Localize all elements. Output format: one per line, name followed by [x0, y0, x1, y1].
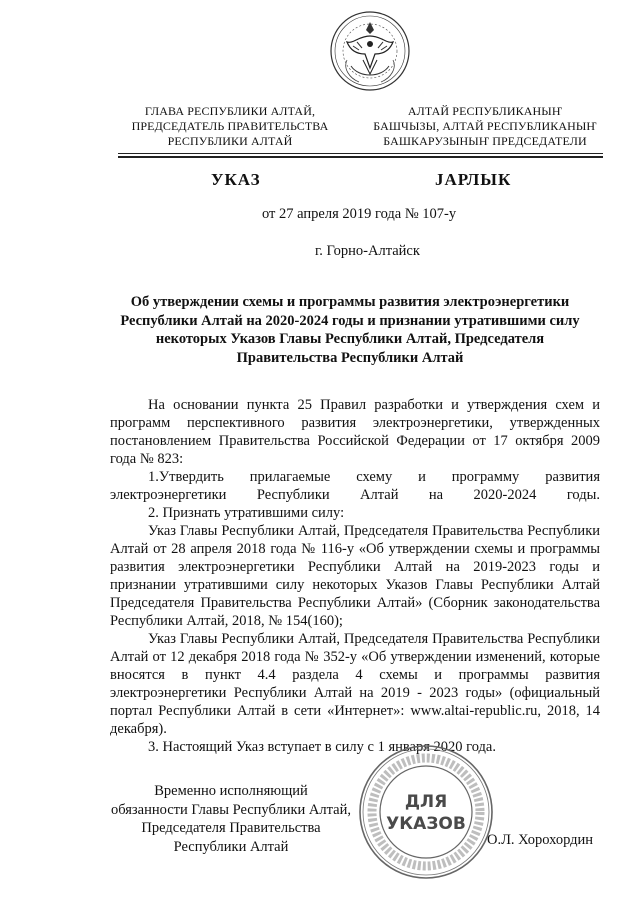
body-paragraph: 2. Признать утратившими силу:	[148, 505, 345, 521]
subject-line: Республики Алтай на 2020-2024 годы и признании утратившими силу	[120, 312, 580, 329]
header-right-line: АЛТАЙ РЕСПУБЛИКАНЫҤ	[407, 104, 563, 118]
body-paragraph: 3. Настоящий Указ вступает в силу с 1 января 2020 года.	[148, 739, 496, 755]
signatory-position-line: Председателя Правительства	[141, 820, 321, 836]
body-paragraph: На основании пункта 25 Правил разработки и утверждения схем и программ перспективного развития электроэнергетики, утвержденных постановлением Правительства Российской Федерации от 17 октября 2009 года № 823:	[110, 397, 600, 467]
subject-line: Об утверждении схемы и программы развития электроэнергетики	[130, 294, 570, 310]
header-divider-thick	[118, 156, 603, 158]
body-paragraph: Указ Главы Республики Алтай, Председателя Правительства Республики Алтай от 12 декабря 2018 года № 352-у «Об утверждении изменений, которые вносятся в пункт 4.4 раздела 4 схемы и программы развития электроэнергетики Республики Алтай на 2019 - 2023 годы» (официальный портал Республики Алтай в сети «Интернет»: www.altai-republic.ru, 2018, 14 декабря).	[110, 631, 600, 737]
decree-title-altai: JАРЛЫК	[435, 170, 512, 189]
decree-title-russian: УКАЗ	[211, 170, 261, 189]
signatory-name: О.Л. Хорохордин	[487, 832, 594, 848]
header-left-line: РЕСПУБЛИКИ АЛТАЙ	[167, 134, 293, 148]
stamp-text-line2: УКАЗОВ	[386, 814, 466, 834]
header-divider-thin	[118, 153, 603, 154]
body-paragraph: 1.Утвердить прилагаемые схему и программу развития электроэнергетики Республики Алтай на 2020-2024 годы.	[110, 469, 600, 503]
signatory-position	[100, 782, 362, 856]
coat-of-arms-emblem	[329, 8, 411, 94]
decree-city: г. Горно-Алтайск	[315, 243, 420, 259]
signatory-position-line: Временно исполняющий	[154, 783, 308, 799]
official-stamp	[358, 744, 494, 880]
header-left-line: ПРЕДСЕДАТЕЛЬ ПРАВИТЕЛЬСТВА	[131, 119, 329, 133]
decree-body	[110, 396, 600, 756]
header-left-title	[118, 104, 342, 149]
body-paragraph: Указ Главы Республики Алтай, Председателя Правительства Республики Алтай от 28 апреля 2018 года № 116-у «Об утверждении схемы и программы развития электроэнергетики Республики Алтай на 2019-2023 годы и признании утратившими силу некоторых Указов Главы Республики Алтай Председателя Правительства Республики Алтай» (Сборник законодательства Республики Алтай, 2018, № 154(160);	[110, 523, 600, 629]
header-right-line: БАШЧЫЗЫ, АЛТАЙ РЕСПУБЛИКАНЫҤ	[373, 119, 597, 133]
signatory-position-line: Республики Алтай	[173, 838, 289, 855]
decree-date-number: от 27 апреля 2019 года № 107-у	[262, 206, 457, 222]
decree-subject	[100, 293, 600, 367]
subject-line: Правительства Республики Алтай	[236, 349, 464, 366]
header-left-line: ГЛАВА РЕСПУБЛИКИ АЛТАЙ,	[144, 104, 316, 118]
header-right-title	[368, 104, 602, 149]
header-right-line: БАШКАРУЗЫНЫҤ ПРЕДСЕДАТЕЛИ	[383, 134, 587, 148]
stamp-text-line1: ДЛЯ	[404, 792, 448, 812]
signatory-position-line: обязанности Главы Республики Алтай,	[111, 801, 351, 818]
subject-line: некоторых Указов Главы Республики Алтай, Председателя	[155, 331, 545, 347]
